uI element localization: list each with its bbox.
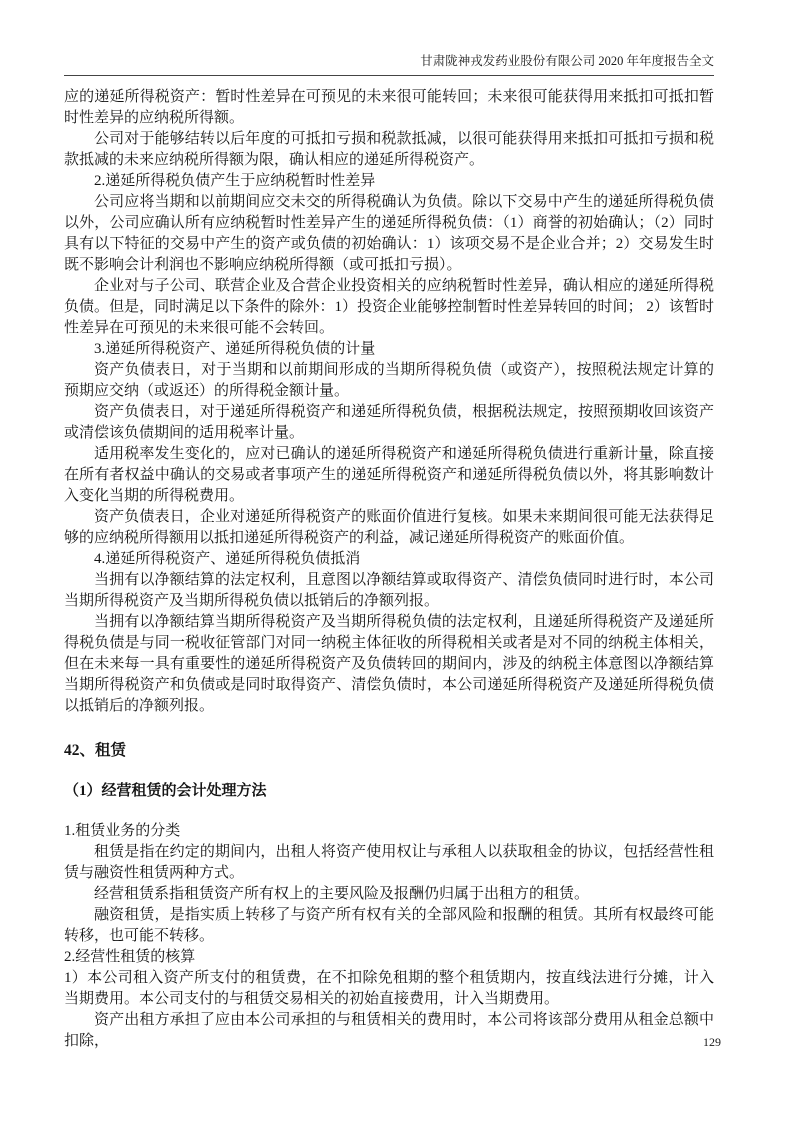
paragraph: 资产负债表日，企业对递延所得税资产的账面价值进行复核。如果未来期间很可能无法获得足够的应纳税所得额用以抵扣递延所得税资产的利益，减记递延所得税资产的账面价值。 — [64, 509, 714, 546]
page-footer — [64, 1035, 721, 1050]
paragraph: 适用税率发生变化的，应对已确认的递延所得税资产和递延所得税负债进行重新计量，除直接在所有者权益中确认的交易或者事项产生的递延所得税资产和递延所得税负债以外，将其影响数计入变化当期的所得税费用。 — [64, 446, 714, 504]
paragraph: 4.递延所得税资产、递延所得税负债抵消 — [94, 551, 361, 567]
paragraph: 3.递延所得税资产、递延所得税负债的计量 — [94, 341, 376, 357]
paragraph: 2.经营性租赁的核算 — [64, 949, 196, 965]
paragraph: 租赁是指在约定的期间内，出租人将资产使用权让与承租人以获取租金的协议，包括经营性租赁与融资性租赁两种方式。 — [64, 844, 714, 881]
paragraph: 公司应将当期和以前期间应交未交的所得税确认为负债。除以下交易中产生的递延所得税负债以外，公司应确认所有应纳税暂时性差异产生的递延所得税负债：（1）商誉的初始确认；（2）同时具有以下特征的交易中产生的资产或负债的初始确认：1）该项交易不是企业合并；2）交易发生时既不影响会计利润也不影响应纳税所得额（或可抵扣亏损）。 — [64, 194, 714, 273]
paragraph: 当拥有以净额结算的法定权利，且意图以净额结算或取得资产、清偿负债同时进行时，本公司当期所得税资产及当期所得税负债以抵销后的净额列报。 — [64, 572, 714, 609]
paragraph: 1）本公司租入资产所支付的租赁费，在不扣除免租期的整个租赁期内，按直线法进行分摊，计入当期费用。本公司支付的与租赁交易相关的初始直接费用，计入当期费用。 — [64, 970, 714, 1007]
paragraph: 1.租赁业务的分类 — [64, 823, 181, 839]
page-number: 129 — [703, 1035, 721, 1049]
paragraph: 资产负债表日，对于当期和以前期间形成的当期所得税负债（或资产），按照税法规定计算的预期应交纳（或返还）的所得税金额计量。 — [64, 362, 714, 399]
paragraph: 资产出租方承担了应由本公司承担的与租赁相关的费用时，本公司将该部分费用从租金总额中扣除， — [64, 1012, 714, 1049]
paragraph: 融资租赁，是指实质上转移了与资产所有权有关的全部风险和报酬的租赁。其所有权最终可能转移，也可能不转移。 — [64, 907, 714, 944]
paragraph: 应的递延所得税资产：暂时性差异在可预见的未来很可能转回；未来很可能获得用来抵扣可抵扣暂时性差异的应纳税所得额。 — [64, 89, 714, 126]
page-header — [64, 52, 714, 76]
document-body — [64, 87, 714, 1052]
paragraph: 当拥有以净额结算当期所得税资产及当期所得税负债的法定权利，且递延所得税资产及递延所得税负债是与同一税收征管部门对同一纳税主体征收的所得税相关或者是对不同的纳税主体相关，但在未来每一具有重要性的递延所得税资产及负债转回的期间内，涉及的纳税主体意图以净额结算当期所得税资产和负债或是同时取得资产、清偿负债时，本公司递延所得税资产及递延所得税负债以抵销后的净额列报。 — [64, 614, 714, 714]
subsection-heading: （1）经营租赁的会计处理方法 — [64, 783, 267, 799]
paragraph: 企业对与子公司、联营企业及合营企业投资相关的应纳税暂时性差异，确认相应的递延所得税负债。但是，同时满足以下条件的除外：1）投资企业能够控制暂时性差异转回的时间； 2）该暂时性差异在可预见的未来很可能不会转回。 — [64, 278, 714, 336]
section-heading: 42、租赁 — [64, 742, 127, 759]
paragraph: 资产负债表日，对于递延所得税资产和递延所得税负债，根据税法规定，按照预期收回该资产或清偿该负债期间的适用税率计量。 — [64, 404, 714, 441]
paragraph: 2.递延所得税负债产生于应纳税暂时性差异 — [94, 173, 376, 189]
header-title: 甘肃陇神戎发药业股份有限公司 2020 年年度报告全文 — [420, 54, 714, 68]
paragraph: 经营租赁系指租赁资产所有权上的主要风险及报酬仍归属于出租方的租赁。 — [94, 886, 590, 902]
paragraph: 公司对于能够结转以后年度的可抵扣亏损和税款抵减，以很可能获得用来抵扣可抵扣亏损和税款抵减的未来应纳税所得额为限，确认相应的递延所得税资产。 — [64, 131, 714, 168]
